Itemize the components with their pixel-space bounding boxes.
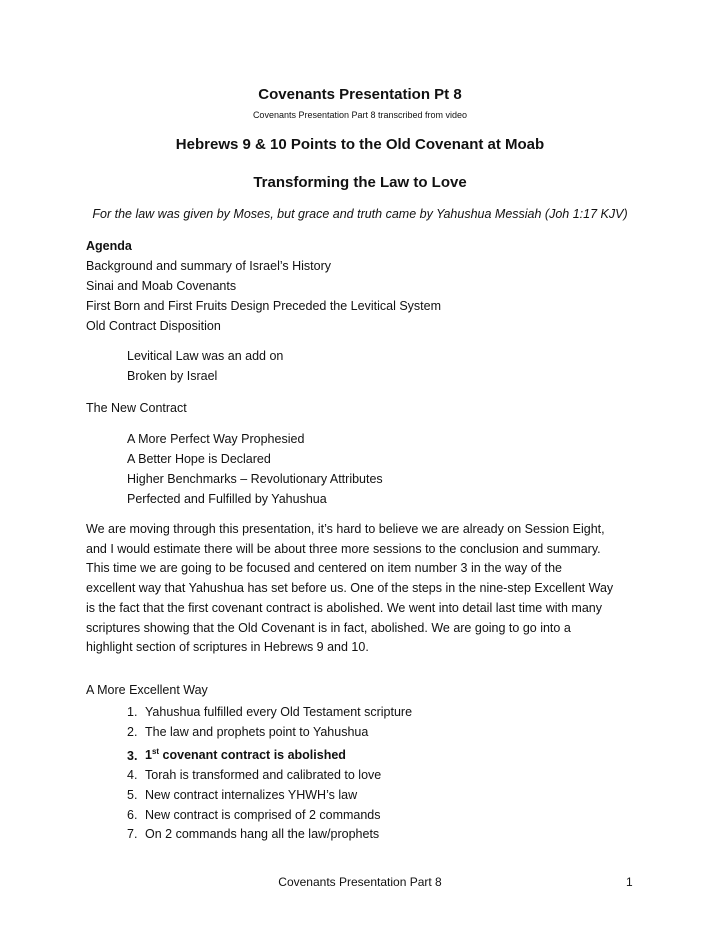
list-item: 1. Yahushua fulfilled every Old Testament scripture: [127, 705, 413, 719]
paragraph-line: This time we are going to be focused and centered on item number 3 in the way of the: [86, 561, 562, 576]
document-title: Covenants Presentation Pt 8: [258, 86, 462, 103]
agenda-item: Background and summary of Israel’s History: [86, 259, 332, 273]
list-item: 6. New contract is comprised of 2 commands: [127, 807, 381, 822]
excellent-way-heading: A More Excellent Way: [86, 683, 208, 697]
new-contract-item: Perfected and Fulfilled by Yahushua: [127, 492, 327, 506]
new-contract-item: A Better Hope is Declared: [127, 452, 271, 466]
paragraph-line: We are moving through this presentation, it’s hard to believe we are already on Session Eight,: [86, 522, 605, 536]
excellent-way-list: [127, 703, 412, 845]
new-contract-item: A More Perfect Way Prophesied: [127, 432, 305, 446]
paragraph-line: excellent way that Yahushua has set before us. One of the steps in the nine-step Excellent Way: [86, 581, 614, 596]
list-item: 2. The law and prophets point to Yahushua: [127, 724, 369, 739]
list-item: 5. New contract internalizes YHWH’s law: [127, 787, 358, 802]
list-item: 4. Torah is transformed and calibrated to love: [127, 768, 382, 783]
agenda-block: [86, 236, 441, 336]
agenda-heading: Agenda: [86, 239, 132, 253]
paragraph-line: highlight section of scriptures in Hebrews 9 and 10.: [86, 640, 369, 655]
paragraph-line: scriptures showing that the Old Covenant is in fact, abolished. We are going to go into a: [86, 620, 571, 635]
page-number: 1: [626, 875, 633, 889]
paragraph-line: and I would estimate there will be about three more sessions to the conclusion and summary.: [86, 541, 601, 556]
list-item: 7. On 2 commands hang all the law/prophets: [127, 827, 380, 842]
new-contract-heading: The New Contract: [86, 401, 187, 415]
new-contract-item: Higher Benchmarks – Revolutionary Attributes: [127, 472, 383, 486]
body-paragraph: [86, 520, 646, 658]
page-footer: Covenants Presentation Part 8: [278, 875, 442, 889]
new-contract-items: [127, 429, 383, 509]
list-item-highlighted: 3. 1st covenant contract is abolished: [127, 747, 346, 763]
section-heading: Hebrews 9 & 10 Points to the Old Covenant at Moab: [175, 136, 545, 153]
agenda-item: Sinai and Moab Covenants: [86, 279, 237, 293]
agenda-item: First Born and First Fruits Design Preceded the Levitical System: [86, 299, 441, 313]
epigraph-quote: For the law was given by Moses, but grace and truth came by Yahushua Messiah (Joh 1:17 KJV): [92, 207, 628, 221]
agenda-subitems: [127, 346, 283, 386]
paragraph-line: is the fact that the first covenant contract is abolished. We went into detail last time with many: [86, 600, 602, 615]
agenda-subitem: Broken by Israel: [127, 369, 218, 383]
document-subtitle: Covenants Presentation Part 8 transcribed from video: [252, 110, 468, 120]
agenda-subitem: Levitical Law was an add on: [127, 349, 284, 363]
agenda-item: Old Contract Disposition: [86, 319, 221, 333]
section-subheading: Transforming the Law to Love: [253, 174, 467, 191]
